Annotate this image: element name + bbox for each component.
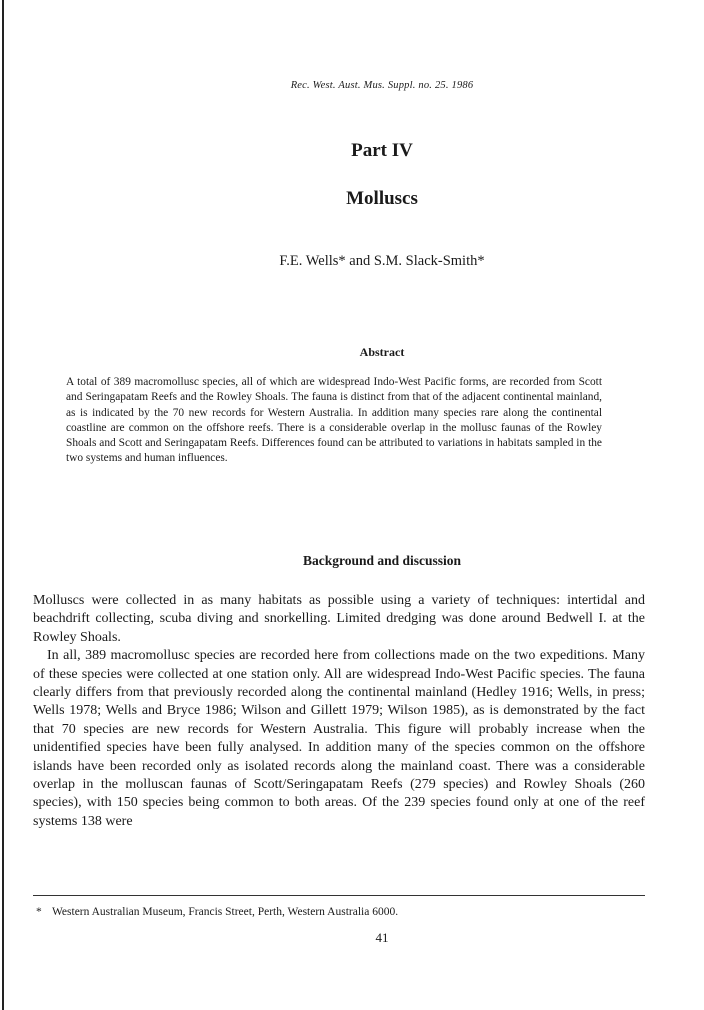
abstract-heading: Abstract xyxy=(359,345,405,359)
paper-title: Molluscs xyxy=(346,188,418,209)
footnote xyxy=(36,906,636,918)
abstract-text: A total of 389 macromollusc species, all of which are widespread Indo-West Pacific forms, are recorded from Scott and Seringapatam Reefs and the Rowley Shoals. The fauna is distinct from that of the adjacent continental mainland, as is indicated by the 70 new records for Western Australia. In addition many species rare along the continental coastline are common on the offshore reefs. There is a considerable overlap in the mollusc faunas of the Rowley Shoals and Scott and Seringapatam Reefs. Differences found can be attributed to variations in habitats sampled in the two systems and human influences. xyxy=(66,376,602,465)
footnote-mark: * xyxy=(36,906,42,918)
body-text xyxy=(33,592,645,831)
part-title: Part IV xyxy=(351,140,413,161)
authors-line: F.E. Wells* and S.M. Slack-Smith* xyxy=(279,253,485,269)
footnote-divider xyxy=(33,895,645,896)
section-heading: Background and discussion xyxy=(302,553,462,568)
body-paragraph: In all, 389 macromollusc species are recorded here from collections made on the two expeditions. Many of these species were collected at one station only. All are widespread Indo-West Pacific species. The fauna clearly differs from that previously recorded along the continental mainland (Hedley 1916; Wells, in press; Wells 1978; Wells and Bryce 1986; Wilson and Gillett 1979; Wilson 1985), as is demonstrated by the fact that 70 species are new records for Western Australia. This figure will probably increase when the unidentified species have been fully analysed. In addition many of the species common on the offshore islands have been recorded only as isolated records along the mainland coast. There was a considerable overlap in the molluscan faunas of Scott/Seringapatam Reefs (279 species) and Rowley Shoals (260 species), with 150 species being common to both areas. Of the 239 species found only at one of the reef systems 138 were xyxy=(33,648,645,829)
body-paragraph: Molluscs were collected in as many habitats as possible using a variety of techniques: intertidal and beachdrift collecting, scuba diving and snorkelling. Limited dredging was done around Bedwell I. at the Rowley Shoals. xyxy=(33,593,645,645)
footnote-text: Western Australian Museum, Francis Street, Perth, Western Australia 6000. xyxy=(52,906,399,918)
running-head: Rec. West. Aust. Mus. Suppl. no. 25. 1986 xyxy=(290,80,474,91)
scan-edge-line xyxy=(2,0,4,1010)
page-number: 41 xyxy=(375,930,389,945)
